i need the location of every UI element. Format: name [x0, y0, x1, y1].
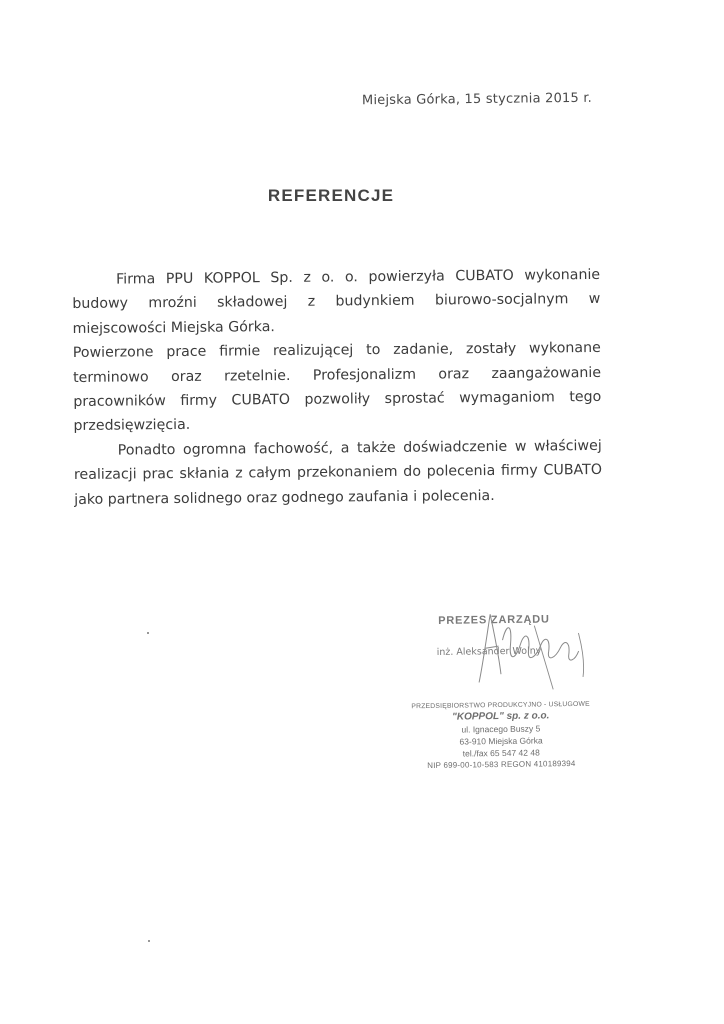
signatory-name: inż. Aleksander Wolny	[436, 645, 542, 659]
stamp-line-company-type: PRZEDSIĘBIORSTWO PRODUKCYJNO - USŁUGOWE	[411, 700, 590, 711]
stamp-line-phone: tel./fax 65 547 42 48	[462, 747, 540, 759]
document-title: REFERENCJE	[267, 186, 395, 205]
signatory-title: PREZES ZARZĄDU	[438, 613, 550, 628]
signature-block	[410, 603, 610, 659]
stamp-line-tax-ids: NIP 699-00-10-583 REGON 410189394	[427, 758, 576, 771]
paragraph-3: Ponadto ogromna fachowość, a także doświadczenie w właściwej realizacji prac skłania z całym przekonaniem do polecenia firmy CUBATO jako partnera solidnego oraz godnego zaufania i polecenia.	[73, 437, 603, 508]
paragraph-1: Firma PPU KOPPOL Sp. z o. o. powierzyła CUBATO wykonanie budowy mroźni składowej z budynkiem biurowo-socjalnym w miejscowości Miejska Górka.	[72, 266, 601, 337]
date-line: Miejska Górka, 15 stycznia 2015 r.	[361, 90, 593, 109]
stamp-line-street: ul. Ignacego Buszy 5	[461, 723, 541, 735]
scan-speck	[147, 632, 149, 634]
paragraph-2: Powierzone prace firmie realizującej to zadanie, zostały wykonane terminowo oraz rzetelnie. Profesjonalizm oraz zaangażowanie pracowników firmy CUBATO pozwoliły sprostać wymaganiom tego przedsięwzięcia.	[72, 340, 602, 435]
company-stamp	[396, 701, 607, 771]
stamp-line-city: 63-910 Miejska Górka	[459, 735, 543, 747]
handwritten-signature	[450, 603, 601, 695]
letter-body	[72, 263, 602, 512]
stamp-line-company-name: "KOPPOL" sp. z o.o.	[452, 710, 550, 723]
scan-speck	[148, 940, 150, 942]
